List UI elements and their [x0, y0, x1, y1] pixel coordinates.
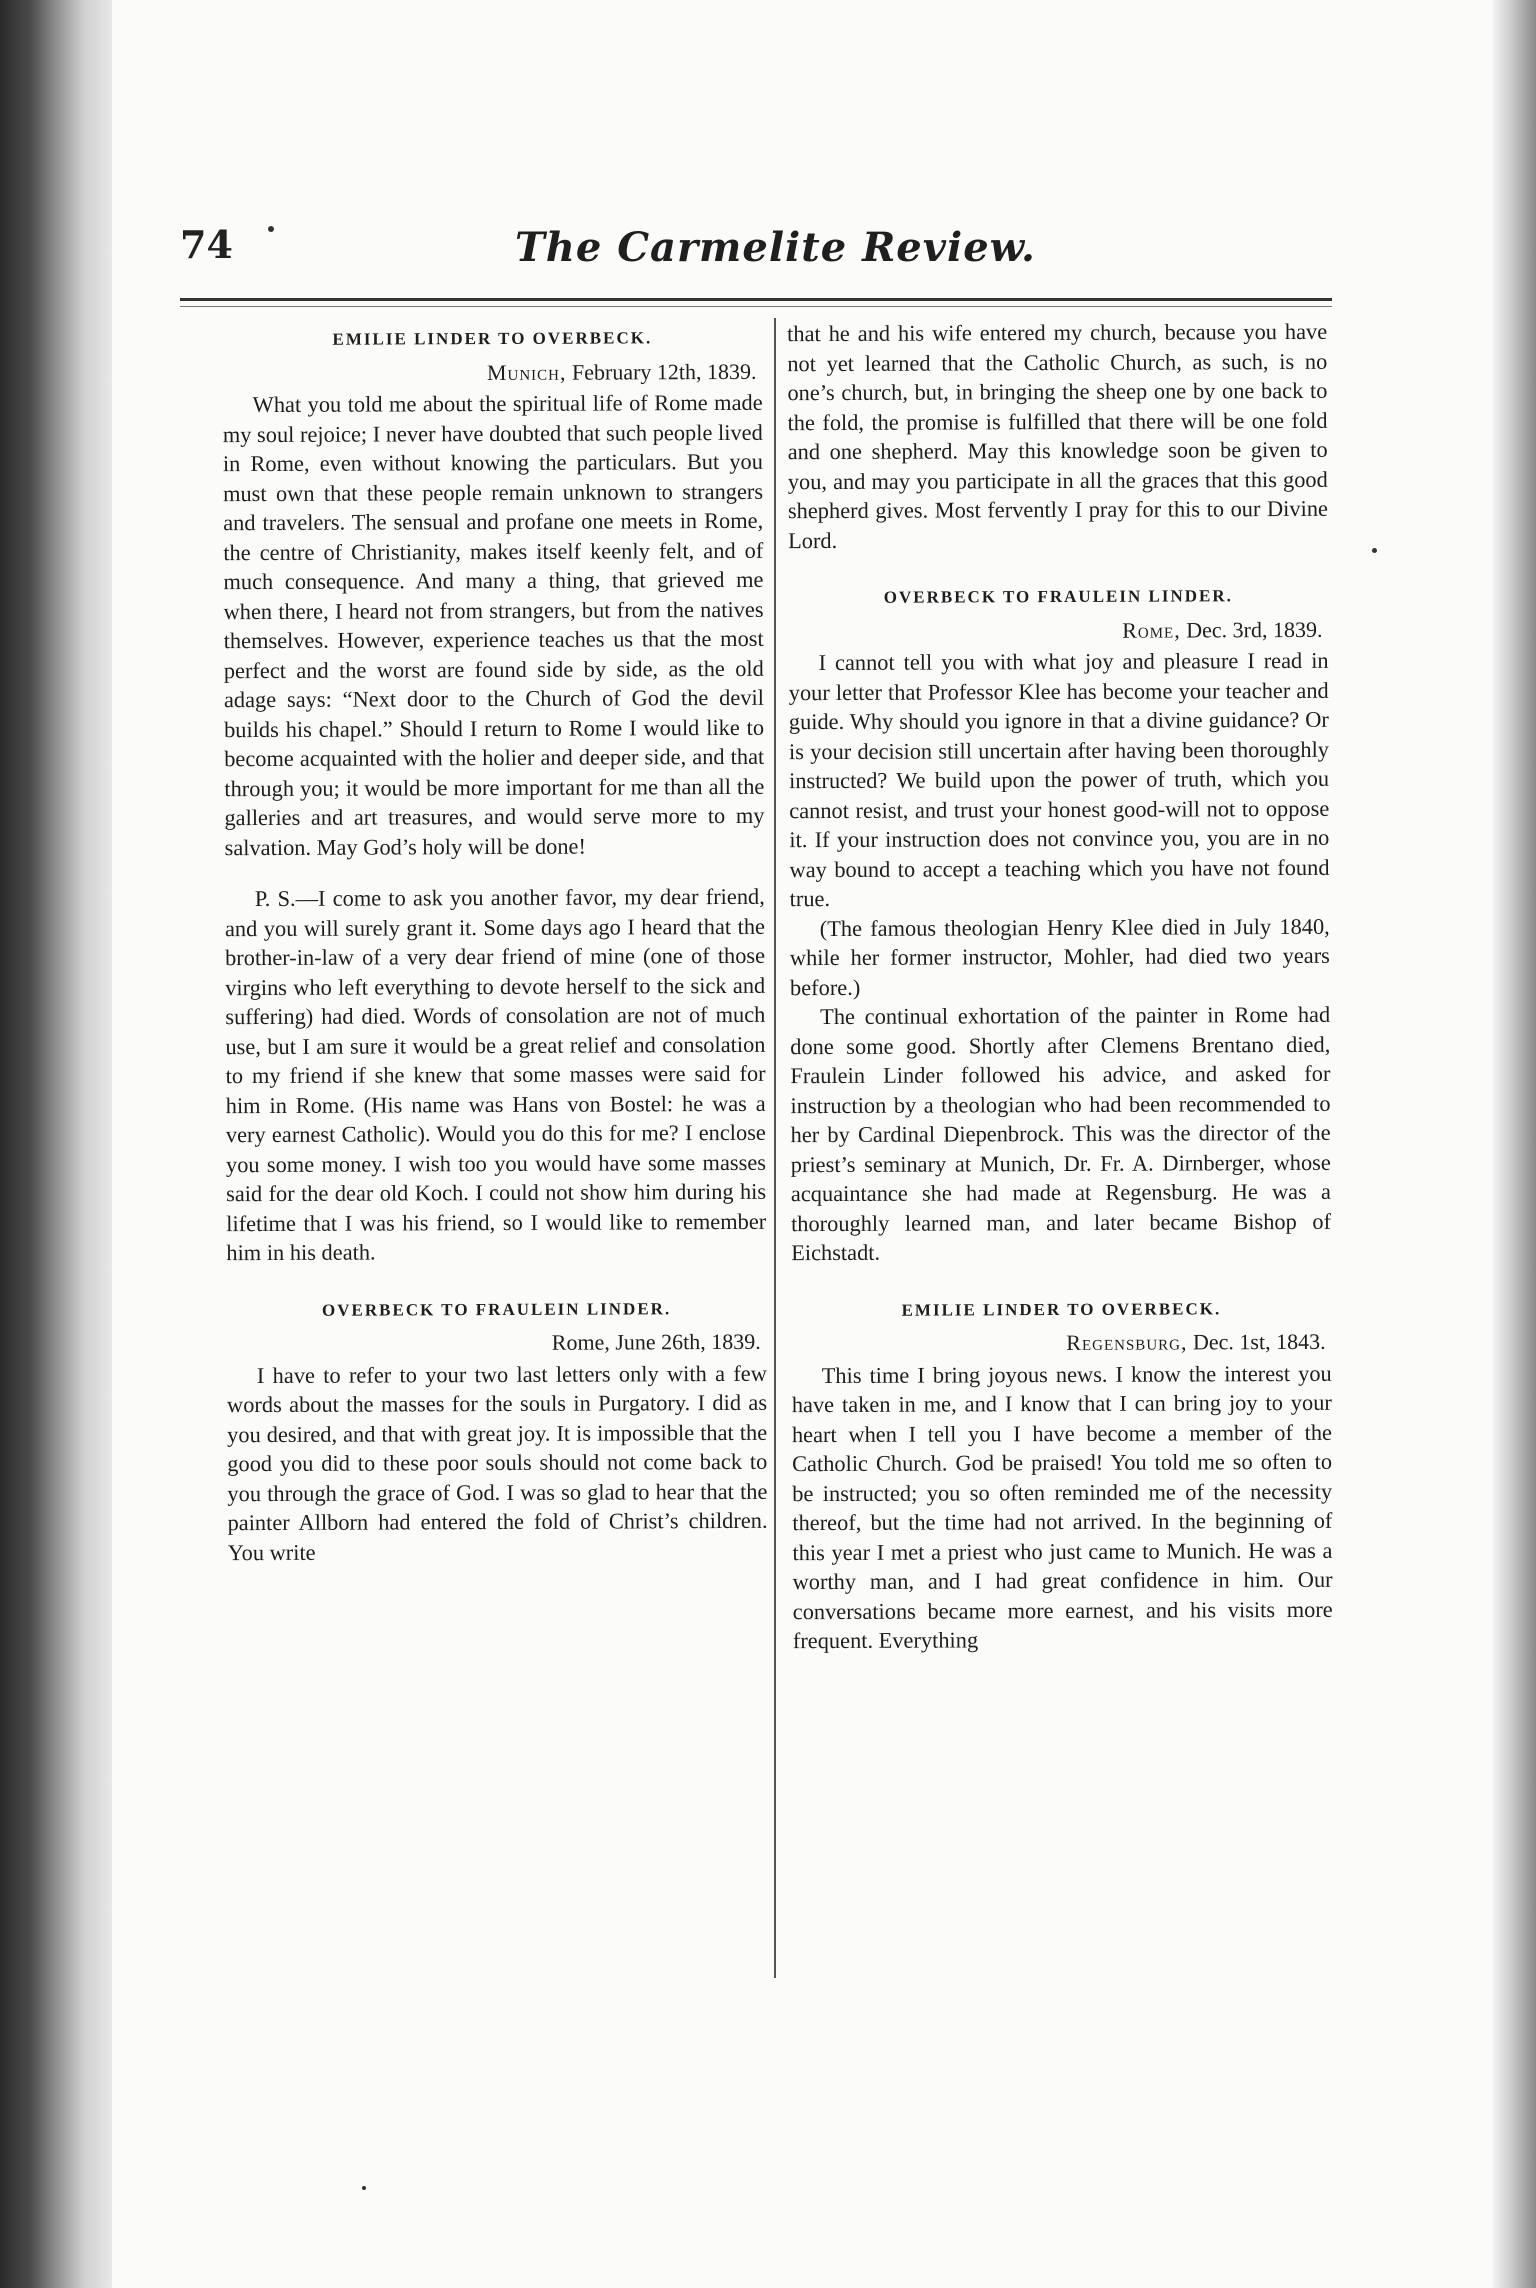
editorial-note: (The famous theologian Henry Klee died in July 1840, while her former instructor, Mohler, had died two years before.) [789, 913, 1330, 1000]
letter-paragraph: I have to refer to your two last letters only with a few words about the masses for the souls in Purgatory. I did as you desired, and that with great joy. It is impossible that the good you did to these poor souls should not come back to you through the grace of God. I was so glad to hear that the painter Allborn had entered the fold of Christ’s children. You write [226, 1360, 768, 1565]
narrative-paragraph: The continual exhortation of the painter in Rome had done some good. Shortly after Clemens Brentano died, Fraulein Linder followed his advice, and asked for instruction by a theologian who had been recommended to her by Cardinal Diepenbrock. This was the director of the priest’s seminary at Munich, Dr. Fr. A. Dirnberger, whose acquaintance she had made at Regensburg. He was a thoroughly learned man, and later became Bishop of Eichstadt. [790, 1001, 1332, 1266]
page-right-edge [1492, 0, 1536, 2288]
letter-heading: EMILIE LINDER TO OVERBECK. [332, 328, 653, 349]
letter-paragraph: What you told me about the spiritual life of Rome made my soul rejoice; I never have doubted that such people lived in Rome, even without knowing the particulars. But you must own that these people remain unknown to strangers and travelers. The sensual and profane one meets in Rome, the centre of Christianity, makes itself keenly felt, and of much consequence. And many a thing, that grieved me when there, I heard not from strangers, but from the natives themselves. However, experience teaches us that the most perfect and the worst are found side by side, as the old adage says: “Next door to the Church of God the devil builds his chapel.” Should I return to Rome I would like to become acquainted with the holier and deeper side, and that through you; it would be more important for me than all the galleries and art treasures, and would serve more to my salvation. May God’s holy will be done! [222, 389, 765, 860]
letter-continuation: that he and his wife entered my church, because you have not yet learned that the Catholic Church, as such, is no one’s church, but, in bringing the sheep one by one back to the fold, the promise is fulfilled that there will be one fold and one shepherd. May this knowledge soon be given to you, and may you participate in all the graces that this good shepherd gives. Most fervently I pray for this to our Divine Lord. [787, 318, 1328, 553]
left-column [222, 317, 767, 1567]
dateline-date: February 12th, 1839. [571, 358, 757, 385]
column-divider [774, 318, 776, 1978]
letter-heading: EMILIE LINDER TO OVERBECK. [901, 1298, 1222, 1320]
letter-paragraph: I cannot tell you with what joy and pleasure I read in your letter that Professor Klee has become your teacher and guide. Why should you ignore in that a divine guidance? Or is your decision still uncertain after having been thoroughly instructed? We build upon the power of truth, which you cannot resist, and trust your honest good-will not to oppose it. If your instruction does not convince you, you are in no way bound to accept a teaching which you have not found true. [788, 647, 1330, 912]
letter-dateline [791, 1327, 1325, 1359]
dateline-place: Munich, [486, 359, 567, 385]
letter-paragraph: This time I bring joyous news. I know the interest you have taken in me, and I know that I can bring joy to your heart when I tell you I have become a member of the Catholic Church. God be praised! You told me so often to be instructed; you so often reminded me of the necessity thereof, but the time had not arrived. In the beginning of this year I met a priest who just came to Munich. He was a worthy man, and I had great confidence in him. Our conversations became more earnest, and his visits more frequent. Everything [791, 1360, 1333, 1654]
dateline-date: Dec. 3rd, 1839. [1186, 616, 1323, 642]
letter-heading: OVERBECK TO FRAULEIN LINDER. [321, 1298, 672, 1320]
letter-postscript: P. S.—I come to ask you another favor, my dear friend, and you will surely grant it. Some days ago I heard that the brother-in-law of a very dear friend of mine (one of those virgins who left everything to devote herself to the sick and suffering) had died. Words of consolation are not of much use, but I am sure it would be a great relief and consolation to my friend if she knew that some masses were said for him in Rome. (His name was Hans von Bostel: he was a very earnest Catholic). Would you do this for me? I enclose you some money. I wish too you would have some masses said for the dear old Koch. I could not show him during his lifetime that I was his friend, so I would like to remember him in his death. [224, 883, 767, 1266]
letter-heading: OVERBECK TO FRAULEIN LINDER. [883, 586, 1233, 607]
paragraph-gap [788, 553, 1328, 577]
journal-title: The Carmelite Review. [515, 224, 1036, 271]
book-binding-edge [0, 0, 120, 2288]
paragraph-gap [225, 860, 765, 884]
letter-dateline [222, 356, 756, 388]
header-rule-thin [180, 306, 1332, 307]
ink-speck [362, 2186, 366, 2190]
dateline-place: Regensburg, [1066, 1329, 1188, 1355]
dateline-date: Dec. 1st, 1843. [1192, 1328, 1326, 1355]
paragraph-gap [791, 1265, 1331, 1289]
right-column [787, 317, 1333, 1656]
ink-speck [268, 226, 274, 232]
header-rule [180, 298, 1332, 301]
dateline-place: Rome, [1122, 616, 1181, 643]
page-number: 74 [180, 222, 233, 267]
paragraph-gap [226, 1265, 766, 1289]
letter-dateline [788, 614, 1322, 646]
ink-speck [1372, 548, 1377, 553]
letter-dateline: Rome, June 26th, 1839. [551, 1328, 761, 1355]
page-header [180, 222, 1330, 282]
